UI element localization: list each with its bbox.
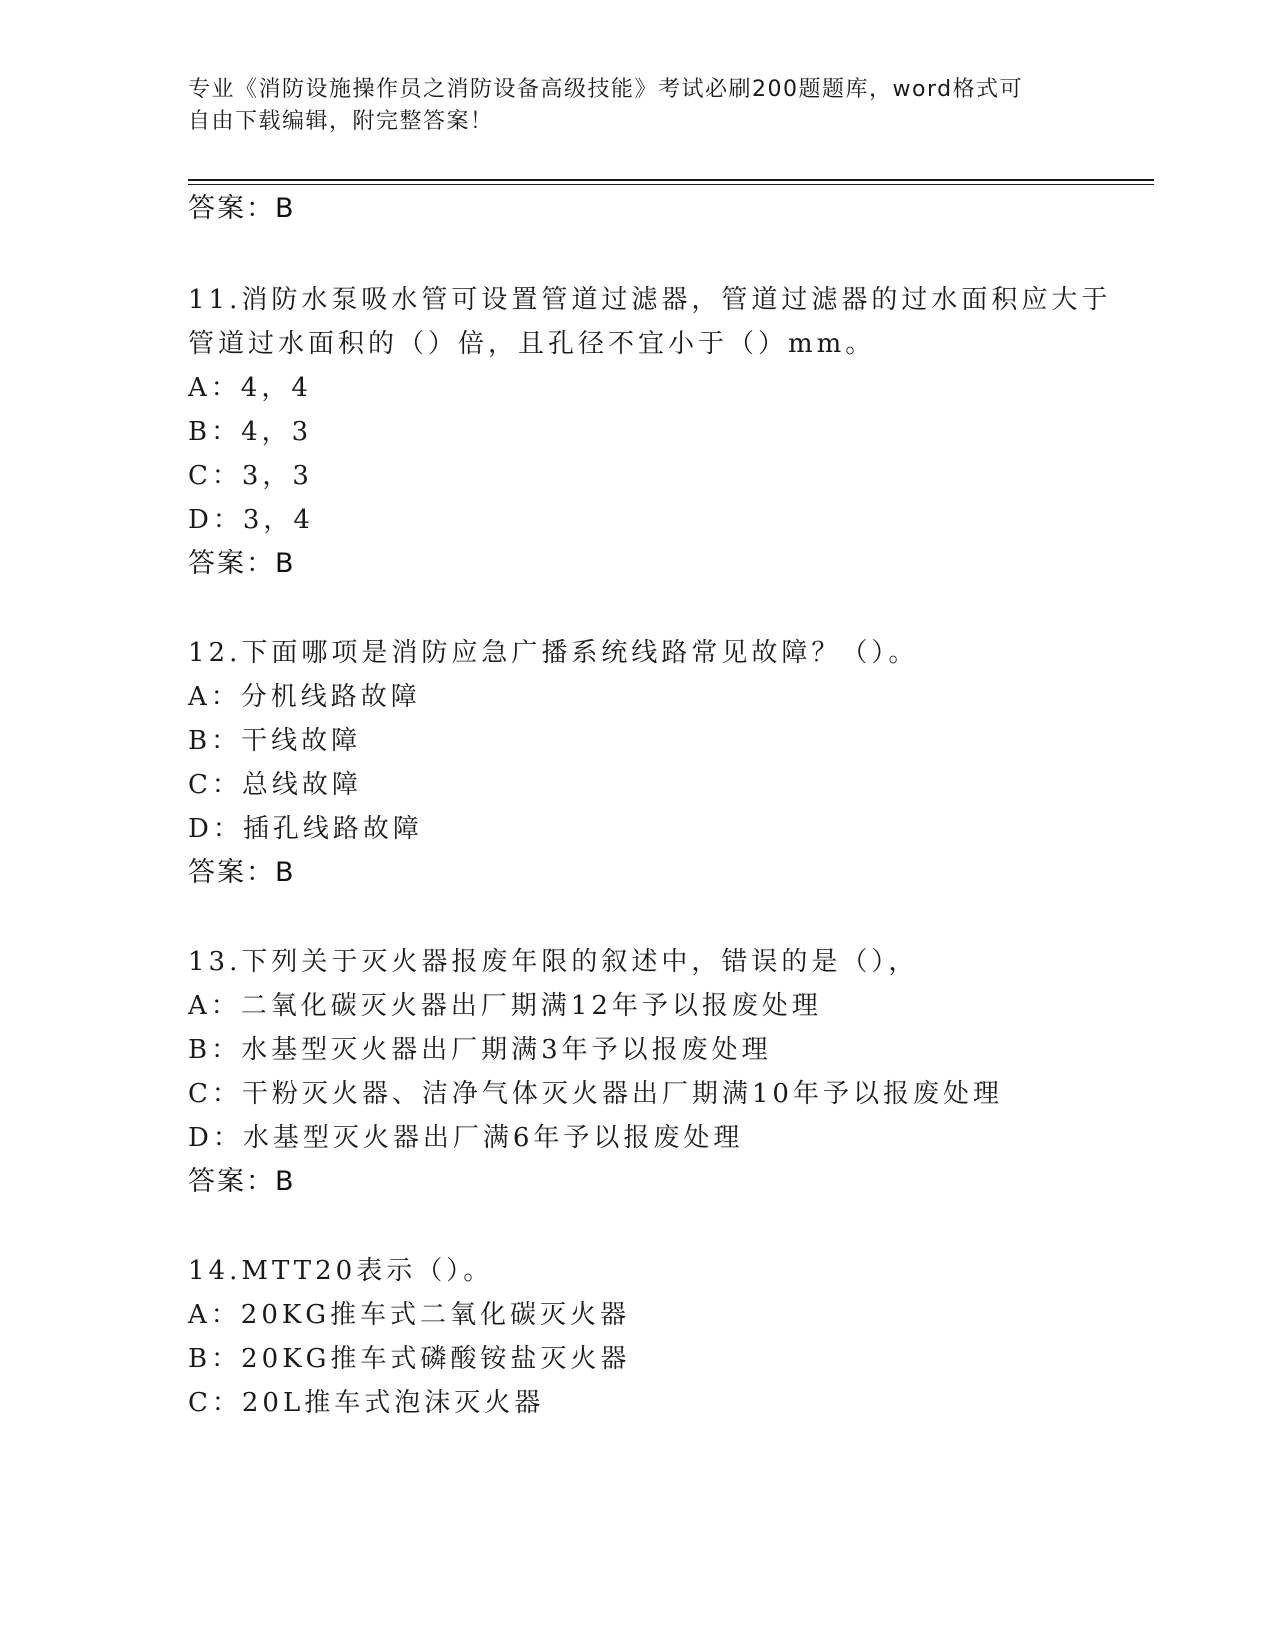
question-11-stem: 11.消防水泵吸水管可设置管道过滤器，管道过滤器的过水面积应大于 xyxy=(188,285,1112,315)
question-11-option-c: C：3，3 xyxy=(188,461,313,491)
question-14-option-b: B：20KG推车式磷酸铵盐灭火器 xyxy=(188,1344,631,1374)
document-header xyxy=(188,74,1068,138)
header-line-2: 自由下载编辑，附完整答案！ xyxy=(188,109,494,134)
header-line-1: 专业《消防设施操作员之消防设备高级技能》考试必刷200题题库，word格式可 xyxy=(188,77,1024,102)
question-11-option-b: B：4，3 xyxy=(188,417,313,447)
question-11-stem-cont: 管道过水面积的（）倍，且孔径不宜小于（）mm。 xyxy=(188,329,876,359)
header-rule-thin xyxy=(188,184,1154,185)
question-12-option-d: D：插孔线路故障 xyxy=(188,814,423,844)
question-13-option-a: A：二氧化碳灭火器出厂期满12年予以报废处理 xyxy=(188,991,822,1021)
question-11-answer: 答案：B xyxy=(188,548,296,579)
question-14-option-a: A：20KG推车式二氧化碳灭火器 xyxy=(188,1300,631,1330)
question-13-stem: 13.下列关于灭火器报废年限的叙述中，错误的是（）， xyxy=(188,947,919,977)
question-13-option-d: D：水基型灭火器出厂满6年予以报废处理 xyxy=(188,1123,744,1153)
question-11-option-d: D：3，4 xyxy=(188,505,314,535)
question-13-option-b: B：水基型灭火器出厂期满3年予以报废处理 xyxy=(188,1035,772,1065)
answer-line: 答案：B xyxy=(188,193,296,224)
question-12-answer: 答案：B xyxy=(188,857,296,888)
question-12-option-c: C：总线故障 xyxy=(188,770,362,800)
question-12-option-b: B：干线故障 xyxy=(188,726,362,756)
header-rule-thick xyxy=(188,179,1154,181)
question-13-option-c: C：干粉灭火器、洁净气体灭火器出厂期满10年予以报废处理 xyxy=(188,1079,1003,1109)
question-14-stem: 14.MTT20表示（）。 xyxy=(188,1256,494,1286)
question-14-option-c: C：20L推车式泡沫灭火器 xyxy=(188,1388,545,1418)
question-12-stem: 12.下面哪项是消防应急广播系统线路常见故障？（）。 xyxy=(188,638,919,668)
question-11-option-a: A：4，4 xyxy=(188,373,312,403)
question-13-answer: 答案：B xyxy=(188,1166,296,1197)
question-12-option-a: A：分机线路故障 xyxy=(188,682,421,712)
